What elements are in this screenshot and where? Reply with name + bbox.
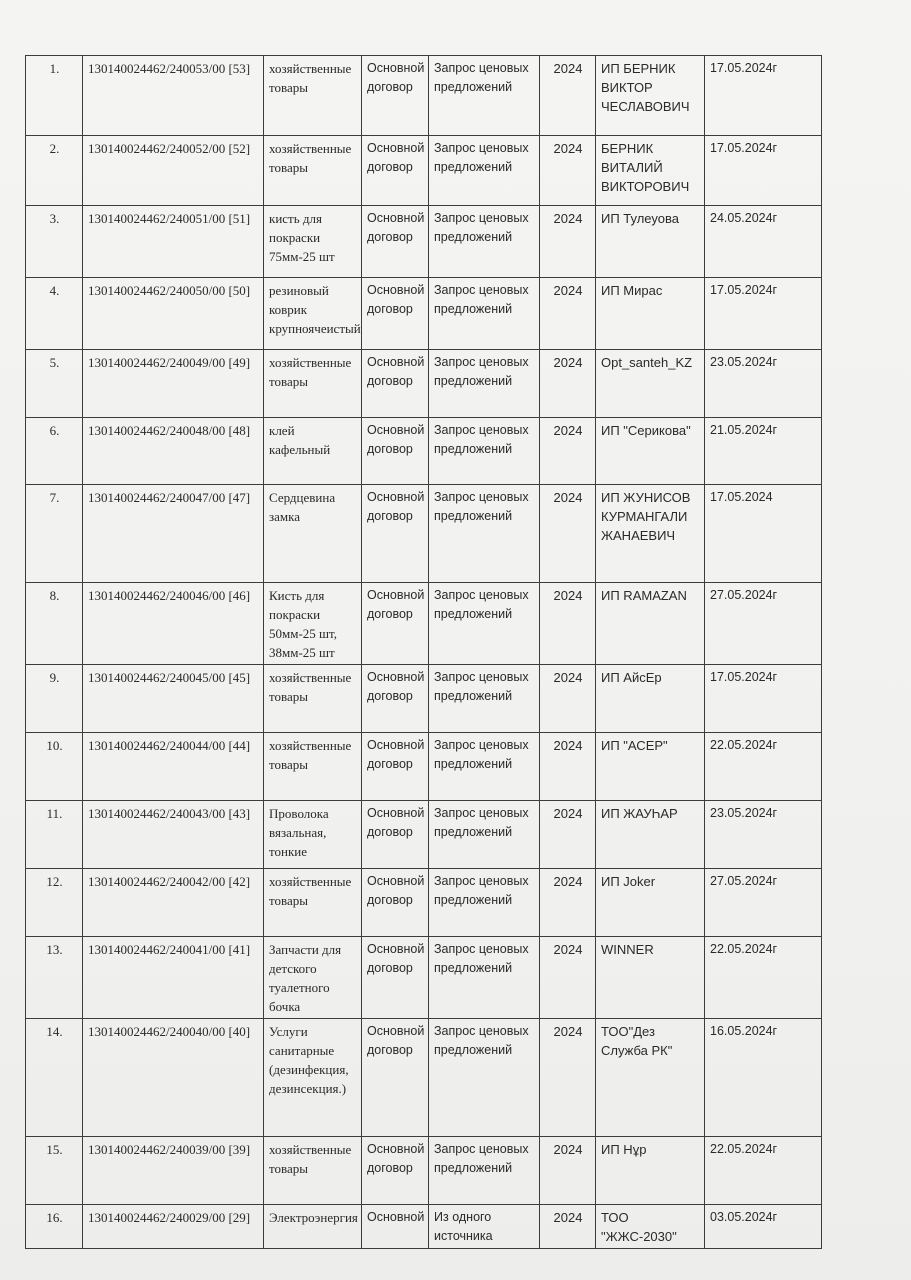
row-number-cell: 6. bbox=[26, 418, 83, 485]
supplier-cell: ИП БЕРНИК ВИКТОР ЧЕСЛАВОВИЧ bbox=[596, 56, 705, 136]
row-number-cell: 3. bbox=[26, 206, 83, 278]
item-name-cell: хозяйственные товары bbox=[264, 350, 362, 418]
supplier-cell: ИП Тулеуова bbox=[596, 206, 705, 278]
contract-type-cell: Основной договор bbox=[362, 665, 429, 733]
contract-type-cell: Основной договор bbox=[362, 136, 429, 206]
table-row bbox=[26, 278, 822, 350]
item-name-cell: хозяйственные товары bbox=[264, 56, 362, 136]
year-cell: 2024 bbox=[540, 1019, 596, 1137]
contract-id-cell: 130140024462/240043/00 [43] bbox=[83, 801, 264, 869]
procurement-method-cell: Запрос ценовых предложений bbox=[429, 801, 540, 869]
item-name-cell: хозяйственные товары bbox=[264, 1137, 362, 1205]
procurement-method-cell: Запрос ценовых предложений bbox=[429, 136, 540, 206]
supplier-cell: БЕРНИК ВИТАЛИЙ ВИКТОРОВИЧ bbox=[596, 136, 705, 206]
contract-id-cell: 130140024462/240044/00 [44] bbox=[83, 733, 264, 801]
year-cell: 2024 bbox=[540, 418, 596, 485]
contract-id-cell: 130140024462/240049/00 [49] bbox=[83, 350, 264, 418]
contract-type-cell: Основной договор bbox=[362, 56, 429, 136]
year-cell: 2024 bbox=[540, 937, 596, 1019]
contract-date-cell: 27.05.2024г bbox=[705, 583, 822, 665]
contract-date-cell: 23.05.2024г bbox=[705, 801, 822, 869]
contract-date-cell: 17.05.2024 bbox=[705, 485, 822, 583]
row-number-cell: 4. bbox=[26, 278, 83, 350]
contract-date-cell: 17.05.2024г bbox=[705, 665, 822, 733]
contract-id-cell: 130140024462/240040/00 [40] bbox=[83, 1019, 264, 1137]
contract-type-cell: Основной договор bbox=[362, 1019, 429, 1137]
row-number-cell: 7. bbox=[26, 485, 83, 583]
year-cell: 2024 bbox=[540, 801, 596, 869]
supplier-cell: Opt_santeh_KZ bbox=[596, 350, 705, 418]
contract-id-cell: 130140024462/240052/00 [52] bbox=[83, 136, 264, 206]
year-cell: 2024 bbox=[540, 206, 596, 278]
contract-id-cell: 130140024462/240047/00 [47] bbox=[83, 485, 264, 583]
item-name-cell: Запчасти для детского туалетного бочка bbox=[264, 937, 362, 1019]
contract-type-cell: Основной договор bbox=[362, 206, 429, 278]
item-name-cell: кисть для покраски 75мм-25 шт bbox=[264, 206, 362, 278]
table-row bbox=[26, 937, 822, 1019]
year-cell: 2024 bbox=[540, 56, 596, 136]
item-name-cell: Кисть для покраски 50мм-25 шт, 38мм-25 шт bbox=[264, 583, 362, 665]
table-row bbox=[26, 350, 822, 418]
supplier-cell: WINNER bbox=[596, 937, 705, 1019]
year-cell: 2024 bbox=[540, 733, 596, 801]
procurement-method-cell: Запрос ценовых предложений bbox=[429, 733, 540, 801]
table-row bbox=[26, 869, 822, 937]
contract-date-cell: 22.05.2024г bbox=[705, 937, 822, 1019]
row-number-cell: 12. bbox=[26, 869, 83, 937]
table-row bbox=[26, 56, 822, 136]
table-row bbox=[26, 583, 822, 665]
row-number-cell: 16. bbox=[26, 1205, 83, 1249]
item-name-cell: хозяйственные товары bbox=[264, 136, 362, 206]
table-body bbox=[26, 56, 822, 1249]
item-name-cell: Электроэнергия bbox=[264, 1205, 362, 1249]
contract-type-cell: Основной договор bbox=[362, 937, 429, 1019]
year-cell: 2024 bbox=[540, 278, 596, 350]
procurement-method-cell: Запрос ценовых предложений bbox=[429, 206, 540, 278]
row-number-cell: 8. bbox=[26, 583, 83, 665]
contract-date-cell: 22.05.2024г bbox=[705, 1137, 822, 1205]
contract-date-cell: 22.05.2024г bbox=[705, 733, 822, 801]
contract-id-cell: 130140024462/240042/00 [42] bbox=[83, 869, 264, 937]
contract-date-cell: 17.05.2024г bbox=[705, 278, 822, 350]
row-number-cell: 1. bbox=[26, 56, 83, 136]
contract-id-cell: 130140024462/240046/00 [46] bbox=[83, 583, 264, 665]
supplier-cell: ИП "АСЕР" bbox=[596, 733, 705, 801]
item-name-cell: хозяйственные товары bbox=[264, 869, 362, 937]
supplier-cell: ИП ЖУНИСОВ КУРМАНГАЛИ ЖАНАЕВИЧ bbox=[596, 485, 705, 583]
contract-type-cell: Основной договор bbox=[362, 733, 429, 801]
table-row bbox=[26, 1205, 822, 1249]
procurement-method-cell: Запрос ценовых предложений bbox=[429, 869, 540, 937]
supplier-cell: ТОО"Дез Служба РК" bbox=[596, 1019, 705, 1137]
item-name-cell: резиновый коврик крупноячеистый bbox=[264, 278, 362, 350]
row-number-cell: 11. bbox=[26, 801, 83, 869]
procurement-method-cell: Запрос ценовых предложений bbox=[429, 418, 540, 485]
row-number-cell: 13. bbox=[26, 937, 83, 1019]
contract-date-cell: 17.05.2024г bbox=[705, 56, 822, 136]
year-cell: 2024 bbox=[540, 583, 596, 665]
procurement-method-cell: Запрос ценовых предложений bbox=[429, 1019, 540, 1137]
table-row bbox=[26, 733, 822, 801]
procurement-method-cell: Из одного источника bbox=[429, 1205, 540, 1249]
table-row bbox=[26, 418, 822, 485]
supplier-cell: ИП Мирас bbox=[596, 278, 705, 350]
table-row bbox=[26, 136, 822, 206]
year-cell: 2024 bbox=[540, 350, 596, 418]
year-cell: 2024 bbox=[540, 485, 596, 583]
table-row bbox=[26, 665, 822, 733]
year-cell: 2024 bbox=[540, 869, 596, 937]
procurement-method-cell: Запрос ценовых предложений bbox=[429, 583, 540, 665]
row-number-cell: 15. bbox=[26, 1137, 83, 1205]
contract-id-cell: 130140024462/240053/00 [53] bbox=[83, 56, 264, 136]
supplier-cell: ИП "Серикова" bbox=[596, 418, 705, 485]
contract-date-cell: 16.05.2024г bbox=[705, 1019, 822, 1137]
table-row bbox=[26, 1137, 822, 1205]
row-number-cell: 2. bbox=[26, 136, 83, 206]
contract-id-cell: 130140024462/240050/00 [50] bbox=[83, 278, 264, 350]
row-number-cell: 9. bbox=[26, 665, 83, 733]
supplier-cell: ИП Нұр bbox=[596, 1137, 705, 1205]
contract-id-cell: 130140024462/240039/00 [39] bbox=[83, 1137, 264, 1205]
supplier-cell: ИП Joker bbox=[596, 869, 705, 937]
supplier-cell: ТОО "ЖЖС-2030" bbox=[596, 1205, 705, 1249]
contract-type-cell: Основной договор bbox=[362, 1137, 429, 1205]
contract-date-cell: 23.05.2024г bbox=[705, 350, 822, 418]
table-row bbox=[26, 485, 822, 583]
supplier-cell: ИП ЖАУҺАР bbox=[596, 801, 705, 869]
contract-id-cell: 130140024462/240048/00 [48] bbox=[83, 418, 264, 485]
supplier-cell: ИП АйсЕр bbox=[596, 665, 705, 733]
contract-type-cell: Основной договор bbox=[362, 869, 429, 937]
contract-date-cell: 24.05.2024г bbox=[705, 206, 822, 278]
procurement-method-cell: Запрос ценовых предложений bbox=[429, 278, 540, 350]
table-row bbox=[26, 206, 822, 278]
contract-date-cell: 21.05.2024г bbox=[705, 418, 822, 485]
item-name-cell: Услуги санитарные (дезинфекция, дезинсекция.) bbox=[264, 1019, 362, 1137]
contract-type-cell: Основной договор bbox=[362, 418, 429, 485]
item-name-cell: хозяйственные товары bbox=[264, 665, 362, 733]
contract-type-cell: Основной договор bbox=[362, 485, 429, 583]
procurement-method-cell: Запрос ценовых предложений bbox=[429, 56, 540, 136]
contracts-table bbox=[25, 55, 822, 1249]
item-name-cell: Сердцевина замка bbox=[264, 485, 362, 583]
contract-type-cell: Основной договор bbox=[362, 583, 429, 665]
contract-type-cell: Основной bbox=[362, 1205, 429, 1249]
procurement-method-cell: Запрос ценовых предложений bbox=[429, 665, 540, 733]
procurement-method-cell: Запрос ценовых предложений bbox=[429, 1137, 540, 1205]
row-number-cell: 14. bbox=[26, 1019, 83, 1137]
year-cell: 2024 bbox=[540, 665, 596, 733]
supplier-cell: ИП RAMAZAN bbox=[596, 583, 705, 665]
item-name-cell: Проволока вязальная, тонкие bbox=[264, 801, 362, 869]
item-name-cell: клей кафельный bbox=[264, 418, 362, 485]
table-row bbox=[26, 801, 822, 869]
year-cell: 2024 bbox=[540, 136, 596, 206]
row-number-cell: 10. bbox=[26, 733, 83, 801]
contract-id-cell: 130140024462/240029/00 [29] bbox=[83, 1205, 264, 1249]
item-name-cell: хозяйственные товары bbox=[264, 733, 362, 801]
contract-date-cell: 27.05.2024г bbox=[705, 869, 822, 937]
year-cell: 2024 bbox=[540, 1205, 596, 1249]
contract-id-cell: 130140024462/240045/00 [45] bbox=[83, 665, 264, 733]
contract-date-cell: 03.05.2024г bbox=[705, 1205, 822, 1249]
contract-date-cell: 17.05.2024г bbox=[705, 136, 822, 206]
year-cell: 2024 bbox=[540, 1137, 596, 1205]
procurement-method-cell: Запрос ценовых предложений bbox=[429, 485, 540, 583]
procurement-method-cell: Запрос ценовых предложений bbox=[429, 350, 540, 418]
table-row bbox=[26, 1019, 822, 1137]
contract-type-cell: Основной договор bbox=[362, 278, 429, 350]
contract-id-cell: 130140024462/240051/00 [51] bbox=[83, 206, 264, 278]
row-number-cell: 5. bbox=[26, 350, 83, 418]
procurement-method-cell: Запрос ценовых предложений bbox=[429, 937, 540, 1019]
contract-type-cell: Основной договор bbox=[362, 350, 429, 418]
contract-type-cell: Основной договор bbox=[362, 801, 429, 869]
contract-id-cell: 130140024462/240041/00 [41] bbox=[83, 937, 264, 1019]
